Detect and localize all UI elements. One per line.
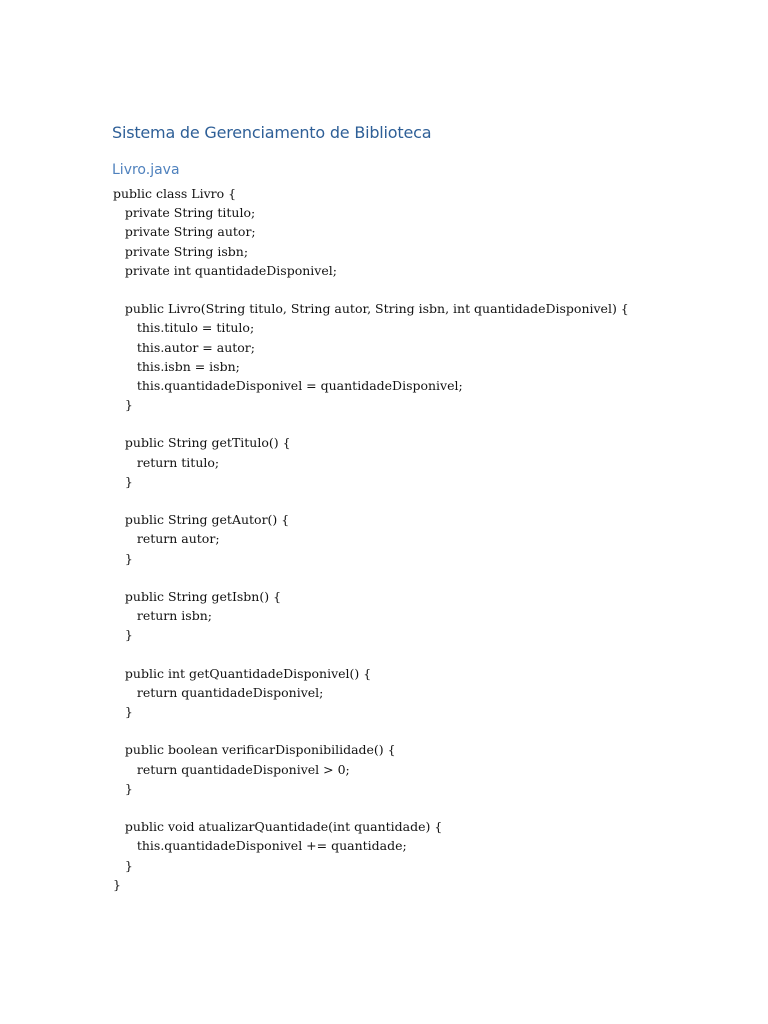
code-line: this.isbn = isbn; xyxy=(113,358,240,374)
code-line: public Livro(String titulo, String autor, String isbn, int quantidadeDisponivel) { xyxy=(113,301,629,317)
code-line: } xyxy=(113,704,133,720)
code-line: return quantidadeDisponivel > 0; xyxy=(113,761,350,777)
code-line: public void atualizarQuantidade(int quantidade) { xyxy=(113,819,443,835)
code-line: public boolean verificarDisponibilidade() { xyxy=(113,742,396,758)
code-line: } xyxy=(113,780,133,796)
code-block xyxy=(113,184,733,894)
code-line: } xyxy=(113,397,133,413)
code-line: private String titulo; xyxy=(113,205,256,221)
code-line: private String autor; xyxy=(113,224,256,240)
code-line: public class Livro { xyxy=(113,186,237,201)
code-line: return isbn; xyxy=(113,608,212,624)
code-line: this.autor = autor; xyxy=(113,339,255,355)
code-line xyxy=(113,280,733,299)
code-line xyxy=(113,721,733,740)
code-line xyxy=(113,568,733,587)
code-line: public int getQuantidadeDisponivel() { xyxy=(113,665,372,681)
document-title: Sistema de Gerenciamento de Biblioteca xyxy=(112,123,432,142)
code-line: return quantidadeDisponivel; xyxy=(113,684,324,700)
code-line: return titulo; xyxy=(113,454,220,470)
code-line: this.quantidadeDisponivel = quantidadeDisponivel; xyxy=(113,377,463,393)
code-line xyxy=(113,645,733,664)
code-line: private int quantidadeDisponivel; xyxy=(113,262,337,278)
code-line: public String getAutor() { xyxy=(113,512,290,528)
code-line xyxy=(113,798,733,817)
code-line xyxy=(113,414,733,433)
code-line xyxy=(113,491,733,510)
code-line: this.quantidadeDisponivel += quantidade; xyxy=(113,838,407,854)
code-line: } xyxy=(113,550,133,566)
code-line: } xyxy=(113,627,133,643)
code-line: private String isbn; xyxy=(113,243,249,259)
code-line: } xyxy=(113,876,121,892)
code-line: } xyxy=(113,857,133,873)
code-line: return autor; xyxy=(113,531,220,547)
code-line: } xyxy=(113,473,133,489)
code-line: this.titulo = titulo; xyxy=(113,320,255,336)
code-line: public String getIsbn() { xyxy=(113,588,282,604)
section-heading-livro-java: Livro.java xyxy=(112,162,180,178)
code-line: public String getTitulo() { xyxy=(113,435,291,451)
